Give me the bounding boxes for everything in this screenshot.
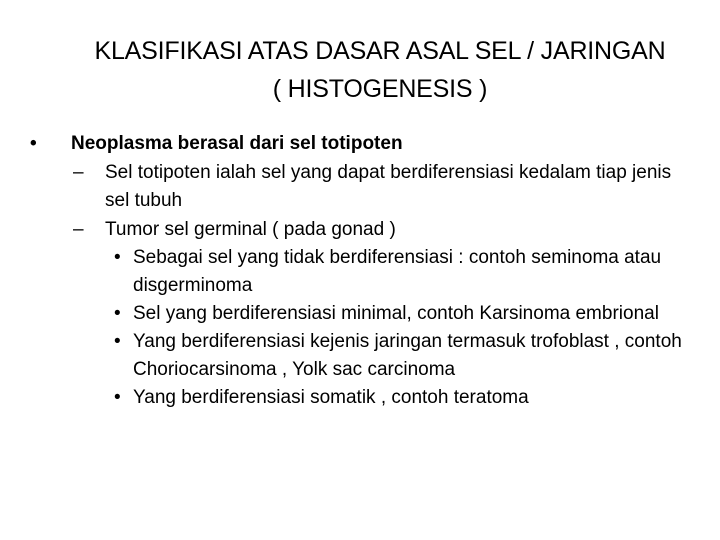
bullet-main	[30, 130, 690, 158]
sub-sub-bullet-4-text: Yang berdiferensiasi somatik , contoh teratoma	[133, 387, 529, 408]
bullet-dot-icon: •	[114, 247, 121, 268]
bullet-main-text: Neoplasma berasal dari sel totipoten	[71, 133, 403, 154]
sub-sub-bullet-1	[30, 244, 690, 300]
bullet-dot-icon: •	[114, 303, 121, 324]
slide-title-line-2: ( HISTOGENESIS )	[272, 75, 488, 103]
sub-sub-bullet-1-text: Sebagai sel yang tidak berdiferensiasi : contoh seminoma atau disgerminoma	[133, 247, 662, 296]
sub-sub-bullet-2	[30, 300, 690, 328]
sub-sub-bullet-3-text: Yang berdiferensiasi kejenis jaringan termasuk trofoblast , contoh Choriocarsinoma , Yolk sac carcinoma	[133, 331, 682, 380]
bullet-dot-icon: •	[30, 133, 37, 154]
slide-title	[40, 32, 720, 108]
sub-sub-bullet-3	[30, 328, 690, 384]
slide-content	[30, 130, 690, 412]
dash-icon: –	[73, 162, 84, 183]
sub-sub-bullet-2-text: Sel yang berdiferensiasi minimal, contoh Karsinoma embrional	[133, 303, 659, 324]
sub-bullet-2	[30, 216, 690, 244]
slide-title-line-1: KLASIFIKASI ATAS DASAR ASAL SEL / JARINGAN	[94, 37, 666, 65]
bullet-dot-icon: •	[114, 387, 121, 408]
sub-sub-bullet-4	[30, 384, 690, 412]
sub-bullet-1-text: Sel totipoten ialah sel yang dapat berdiferensiasi kedalam tiap jenis sel tubuh	[105, 162, 672, 211]
dash-icon: –	[73, 219, 84, 240]
bullet-dot-icon: •	[114, 331, 121, 352]
sub-bullet-2-text: Tumor sel germinal ( pada gonad )	[105, 219, 396, 240]
sub-bullet-1	[30, 159, 690, 215]
